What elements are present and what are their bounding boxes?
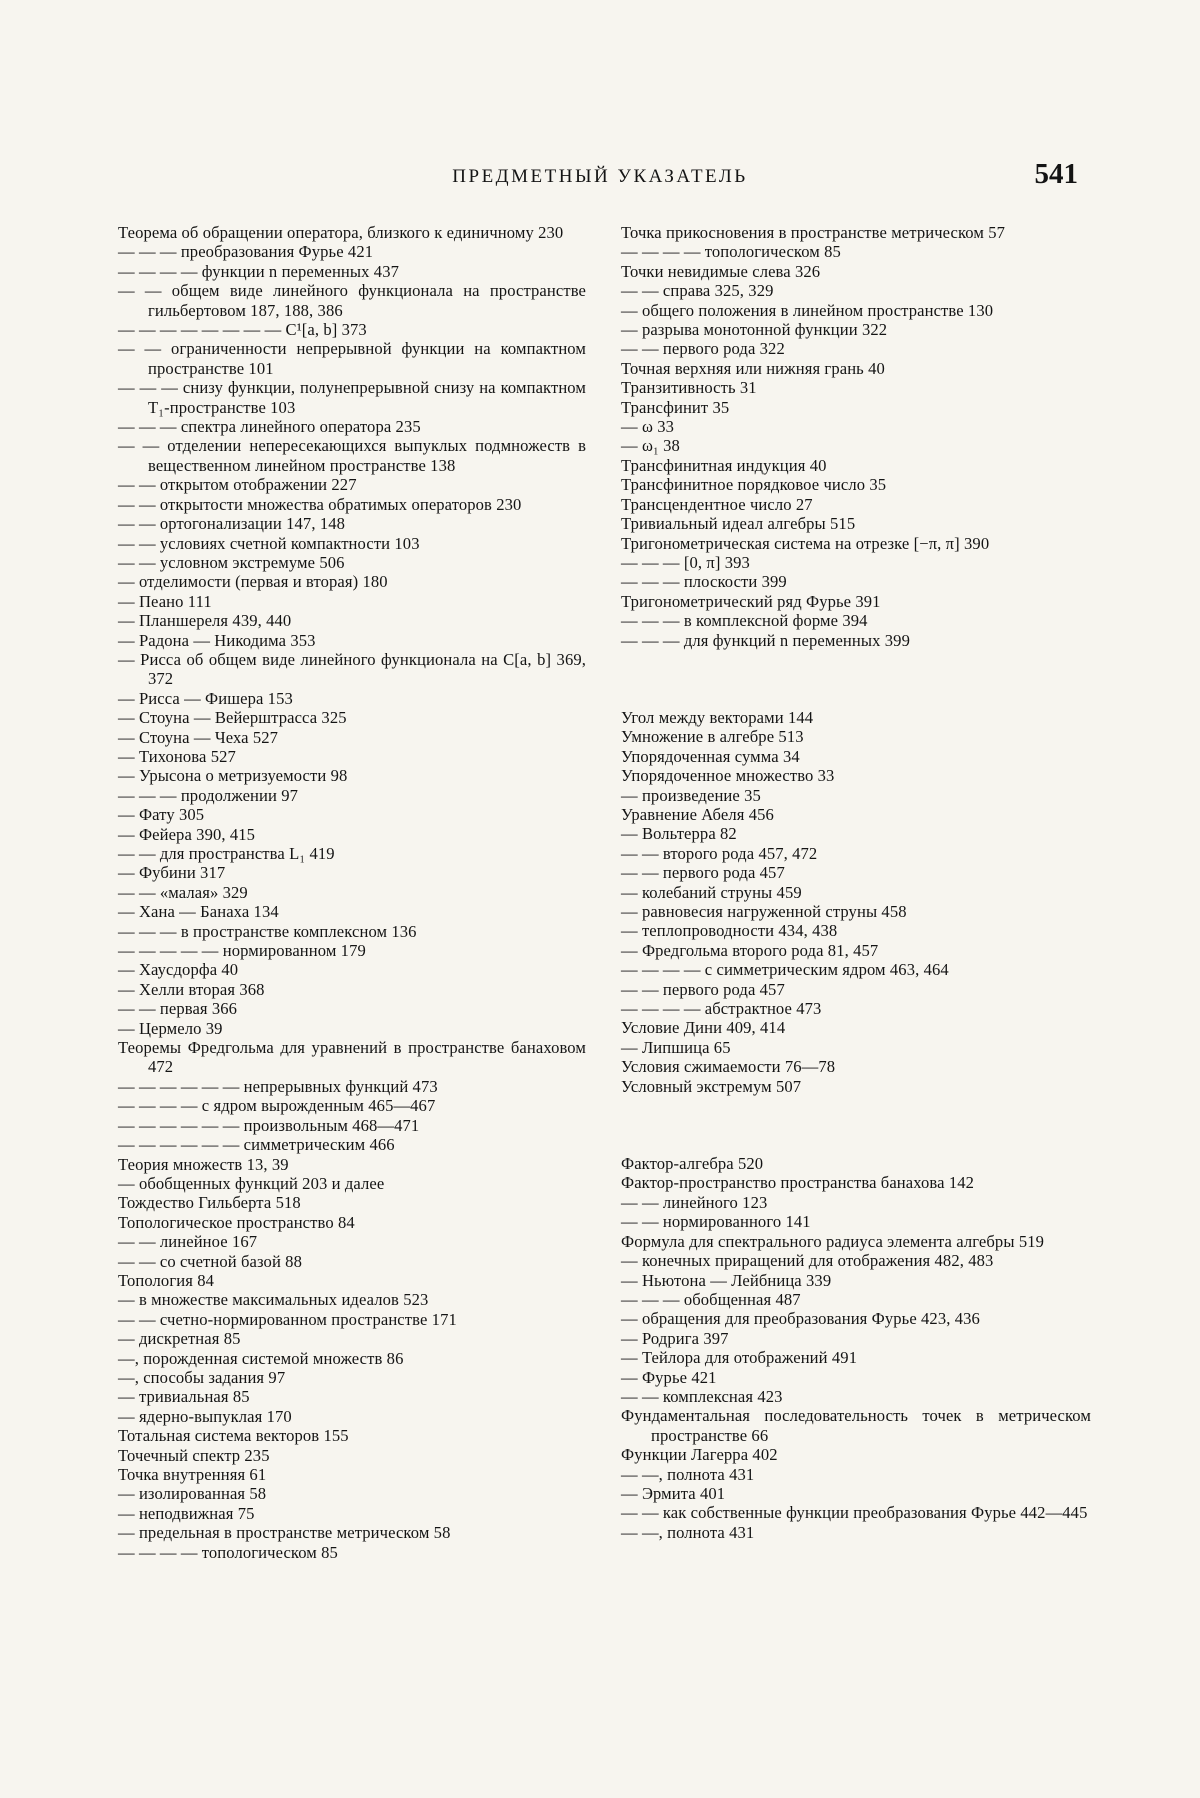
index-entry: — Фату 305 (118, 805, 205, 825)
index-entry: — — условиях счетной компактности 103 (118, 533, 420, 553)
index-entry: Тотальная система векторов 155 (118, 1426, 349, 1446)
index-entry: Теорема об обращении оператора, близкого к единичному 230 (118, 223, 564, 242)
section-gap (621, 650, 1091, 708)
index-entry: — — ограниченности непрерывной функции на компактном пространстве 101 (118, 339, 586, 378)
page-number: 541 (1034, 158, 1078, 190)
index-entry: — — для пространства L₁ 419 (118, 844, 335, 863)
index-entry: Формула для спектрального радиуса элемента алгебры 519 (621, 1231, 1045, 1251)
index-entry: — — — спектра линейного оператора 235 (118, 417, 421, 437)
index-entry: — изолированная 58 (118, 1484, 267, 1504)
index-entry: — — общем виде линейного функционала на пространстве гильбертовом 187, 188, 386 (118, 281, 586, 320)
index-entry: — — линейное 167 (118, 1232, 258, 1252)
index-entry: — — первого рода 457 (621, 979, 785, 999)
index-entry: — разрыва монотонной функции 322 (621, 320, 888, 340)
index-entry: — — комплексная 423 (621, 1386, 783, 1406)
index-entry: — — — — — — произвольным 468—471 (118, 1115, 420, 1135)
index-entry: — Фредгольма второго рода 81, 457 (621, 940, 879, 960)
index-entry: — конечных приращений для отображения 482, 483 (621, 1251, 994, 1271)
index-entry: — — счетно-нормированном пространстве 171 (118, 1309, 457, 1329)
index-entry: —, порожденная системой множеств 86 (118, 1348, 404, 1368)
index-entry: — — «малая» 329 (118, 882, 248, 902)
index-entry: — — линейного 123 (621, 1192, 768, 1212)
index-entry: Трансфинитная индукция 40 (621, 455, 827, 475)
index-entry: — равновесия нагруженной струны 458 (621, 902, 907, 921)
right-column (621, 223, 1091, 1542)
index-entry: — — — — — — — — C¹[a, b] 373 (118, 320, 367, 340)
index-entry: — обобщенных функций 203 и далее (118, 1173, 385, 1193)
index-entry: Теория множеств 13, 39 (118, 1154, 289, 1174)
index-entry: — Хана — Банаха 134 (118, 902, 279, 922)
index-entry: — — — в комплексной форме 394 (621, 611, 868, 631)
index-entry: Функции Лагерра 402 (621, 1445, 778, 1465)
index-entry: Упорядоченная сумма 34 (621, 746, 800, 766)
index-entry: — неподвижная 75 (118, 1503, 255, 1523)
index-entry: — Фейера 390, 415 (118, 824, 256, 844)
index-entry: — — — плоскости 399 (621, 572, 787, 592)
index-entry: — —, полнота 431 (621, 1464, 755, 1484)
index-entry: — — — — — — непрерывных функций 473 (118, 1076, 438, 1096)
section-gap (621, 1096, 1091, 1154)
index-entry: Трансфинитное порядковое число 35 (621, 475, 887, 495)
index-entry: — теплопроводности 434, 438 (621, 921, 838, 941)
index-entry: Точечный спектр 235 (118, 1445, 270, 1465)
index-entry: — Липшица 65 (621, 1037, 731, 1057)
index-entry: Угол между векторами 144 (621, 707, 814, 727)
index-block-f (621, 1154, 1091, 1542)
index-entry: — — первого рода 457 (621, 863, 785, 883)
index-entry: — Хелли вторая 368 (118, 979, 265, 999)
index-entry: — — нормированного 141 (621, 1212, 811, 1232)
index-entry: — — — — топологическом 85 (621, 242, 841, 262)
index-entry: — Цермело 39 (118, 1018, 223, 1038)
index-entry: Условие Дини 409, 414 (621, 1018, 786, 1038)
index-entry: — отделимости (первая и вторая) 180 (118, 572, 388, 592)
index-entry: — тривиальная 85 (118, 1387, 250, 1407)
index-entry: — колебаний струны 459 (621, 882, 802, 902)
index-entry: — — открытом отображении 227 (118, 475, 357, 495)
index-entry: Топология 84 (118, 1270, 214, 1290)
index-entry: — — — обобщенная 487 (621, 1289, 801, 1309)
index-entry: Условный экстремум 507 (621, 1076, 802, 1096)
index-entry: — — — — с ядром вырожденным 465—467 (118, 1096, 436, 1116)
index-entry: — — — преобразования Фурье 421 (118, 242, 374, 262)
index-entry: — — открытости множества обратимых операторов 230 (118, 494, 522, 514)
index-entry: — дискретная 85 (118, 1329, 241, 1349)
index-entry: — — первая 366 (118, 999, 238, 1019)
index-entry: — Рисса — Фишера 153 (118, 688, 293, 708)
index-entry: — — ортогонализации 147, 148 (118, 514, 346, 534)
index-entry: Умножение в алгебре 513 (621, 727, 804, 747)
left-column (118, 223, 586, 1562)
index-entry: Условия сжимаемости 76—78 (621, 1057, 836, 1077)
index-entry: — общего положения в линейном пространстве 130 (621, 300, 994, 320)
index-entry: — — как собственные функции преобразования Фурье 442—445 (621, 1503, 1088, 1523)
index-entry: — — — — — нормированном 179 (118, 941, 366, 961)
index-entry: — Фурье 421 (621, 1367, 717, 1387)
index-entry: Точки невидимые слева 326 (621, 261, 821, 281)
index-entry: — — со счетной базой 88 (118, 1251, 302, 1271)
index-entry: — Родрига 397 (621, 1328, 729, 1348)
index-entry: — — — — топологическом 85 (118, 1542, 338, 1562)
index-entry: — Вольтерра 82 (621, 824, 737, 844)
index-block-t (621, 223, 1091, 650)
index-entry: — — первого рода 322 (621, 339, 785, 359)
index-entry: Точка прикосновения в пространстве метрическом 57 (621, 223, 1006, 242)
index-entry: Теоремы Фредгольма для уравнений в пространстве банаховом 472 (118, 1038, 586, 1077)
index-entry: — ядерно-выпуклая 170 (118, 1406, 292, 1426)
index-entry: Тождество Гильберта 518 (118, 1193, 301, 1213)
index-entry: — Урысона о метризуемости 98 (118, 766, 348, 786)
page-header (0, 156, 1200, 196)
running-title: ПРЕДМЕТНЫЙ УКАЗАТЕЛЬ (452, 166, 748, 187)
index-entry: — обращения для преобразования Фурье 423, 436 (621, 1309, 980, 1329)
index-entry: Точная верхняя или нижняя грань 40 (621, 358, 885, 378)
index-block-u (621, 708, 1091, 1096)
index-entry: — Пеано 111 (118, 591, 212, 611)
index-entry: — — — снизу функции, полунепрерывной снизу на компактном T₁-пространстве 103 (118, 378, 586, 417)
index-entry: — Ньютона — Лейбница 339 (621, 1270, 832, 1290)
index-entry: Тривиальный идеал алгебры 515 (621, 514, 856, 534)
index-entry: — Тейлора для отображений 491 (621, 1348, 858, 1368)
index-entry: Уравнение Абеля 456 (621, 804, 774, 824)
index-entry: — — условном экстремуме 506 (118, 552, 345, 572)
index-entry: —, способы задания 97 (118, 1367, 286, 1387)
index-entry: Тригонометрический ряд Фурье 391 (621, 591, 881, 611)
index-entry: — ω₁ 38 (621, 436, 680, 456)
index-entry: Тригонометрическая система на отрезке [−π, π] 390 (621, 533, 990, 553)
index-entry: — — — в пространстве комплексном 136 (118, 921, 417, 941)
index-entry: — в множестве максимальных идеалов 523 (118, 1290, 429, 1310)
index-entry: — —, полнота 431 (621, 1522, 755, 1542)
index-entry: — — — — функции n переменных 437 (118, 261, 399, 281)
index-entry: Фактор-пространство пространства банахова 142 (621, 1173, 975, 1193)
index-entry: Фактор-алгебра 520 (621, 1154, 764, 1174)
index-entry: Трансцендентное число 27 (621, 494, 813, 514)
index-entry: — Фубини 317 (118, 863, 226, 883)
index-entry: Транзитивность 31 (621, 378, 757, 398)
index-entry: — Стоуна — Чеха 527 (118, 727, 279, 747)
index-entry: — — справа 325, 329 (621, 281, 774, 301)
index-entry: — Стоуна — Вейерштрасса 325 (118, 708, 347, 728)
index-entry: — Эрмита 401 (621, 1483, 726, 1503)
index-entry: Фундаментальная последовательность точек в метрическом пространстве 66 (621, 1406, 1091, 1445)
index-entry: Точка внутренняя 61 (118, 1465, 267, 1484)
index-entry: — — — — — — симметрическим 466 (118, 1135, 395, 1155)
index-entry: Трансфинит 35 (621, 397, 730, 417)
index-entry: — Тихонова 527 (118, 746, 236, 766)
index-entry: — Радона — Никодима 353 (118, 630, 316, 650)
index-entry: — ω 33 (621, 417, 675, 437)
index-entry: — — — продолжении 97 (118, 785, 299, 805)
index-entry: — Хаусдорфа 40 (118, 960, 239, 980)
index-entry: — — — — с симметрическим ядром 463, 464 (621, 960, 949, 980)
index-entry: — — — [0, π] 393 (621, 552, 750, 572)
index-entry: — — — для функций n переменных 399 (621, 630, 910, 650)
index-entry: Упорядоченное множество 33 (621, 766, 835, 786)
index-entry: — — отделении непересекающихся выпуклых подмножеств в вещественном линейном пространстве 138 (118, 436, 586, 475)
index-entry: Топологическое пространство 84 (118, 1212, 355, 1232)
index-entry: — — — — абстрактное 473 (621, 999, 822, 1019)
index-entry: — Планшереля 439, 440 (118, 611, 292, 631)
index-entry: — предельная в пространстве метрическом 58 (118, 1523, 451, 1543)
index-entry: — произведение 35 (621, 785, 761, 805)
index-entry: — — второго рода 457, 472 (621, 843, 818, 863)
index-entry: — Рисса об общем виде линейного функционала на C[a, b] 369, 372 (118, 649, 586, 689)
